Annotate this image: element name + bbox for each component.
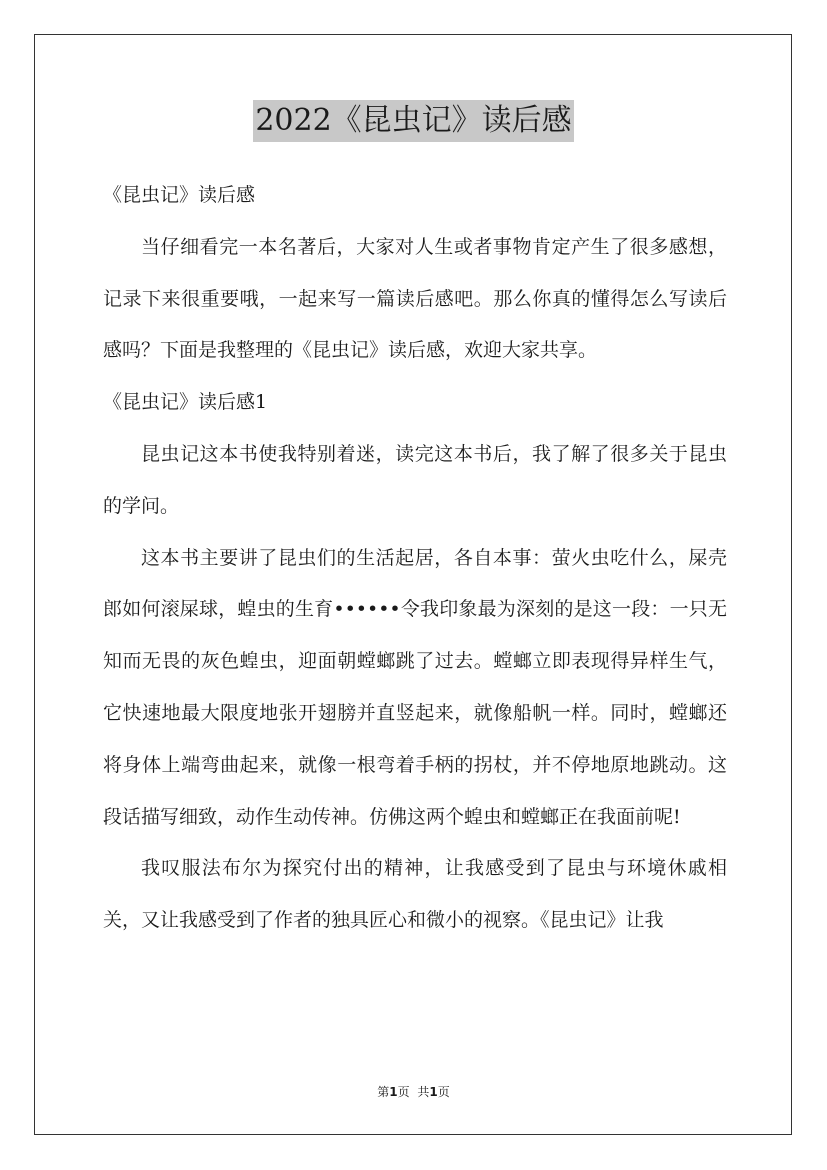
body-paragraph: 昆虫记这本书使我特别着迷，读完这本书后，我了解了很多关于昆虫的学问。 — [103, 442, 727, 517]
body-paragraph: 这本书主要讲了昆虫们的生活起居，各自本事：萤火虫吃什么，屎壳郎如何滚屎球，蝗虫的生育••••••令我印象最为深刻的是这一段：一只无知而无畏的灰色蝗虫，迎面朝螳螂跳了过去。螳螂立即表现得异样生气，它快速地最大限度地张开翅膀并直竖起来，就像船帆一样。同时，螳螂还将身体上端弯曲起来，就像一根弯着手柄的拐杖，并不停地原地跳动。这段话描写细致，动作生动传神。仿佛这两个蝗虫和螳螂正在我面前呢! — [103, 546, 727, 828]
total-prefix: 共 — [417, 1085, 430, 1099]
body-paragraph: 我叹服法布尔为探究付出的精神，让我感受到了昆虫与环境休戚相关，又让我感受到了作者的独具匠心和微小的视察。《昆虫记》让我 — [103, 857, 727, 932]
page-total: 1 — [429, 1085, 438, 1099]
total-suffix: 页 — [437, 1085, 450, 1099]
page-suffix: 页 — [397, 1085, 410, 1099]
page-footer — [0, 1083, 827, 1101]
section-heading: 《昆虫记》读后感 — [103, 184, 256, 206]
page-current: 1 — [389, 1085, 398, 1099]
body-paragraph: 当仔细看完一本名著后，大家对人生或者事物肯定产生了很多感想，记录下来很重要哦，一起来写一篇读后感吧。那么你真的懂得怎么写读后感吗？下面是我整理的《昆虫记》读后感，欢迎大家共享。 — [103, 235, 727, 362]
document-title: 2022《昆虫记》读后感 — [253, 100, 573, 142]
section-heading: 《昆虫记》读后感1 — [103, 391, 268, 414]
document-body — [103, 170, 727, 947]
title-container — [0, 100, 827, 142]
page-prefix: 第 — [377, 1085, 390, 1099]
